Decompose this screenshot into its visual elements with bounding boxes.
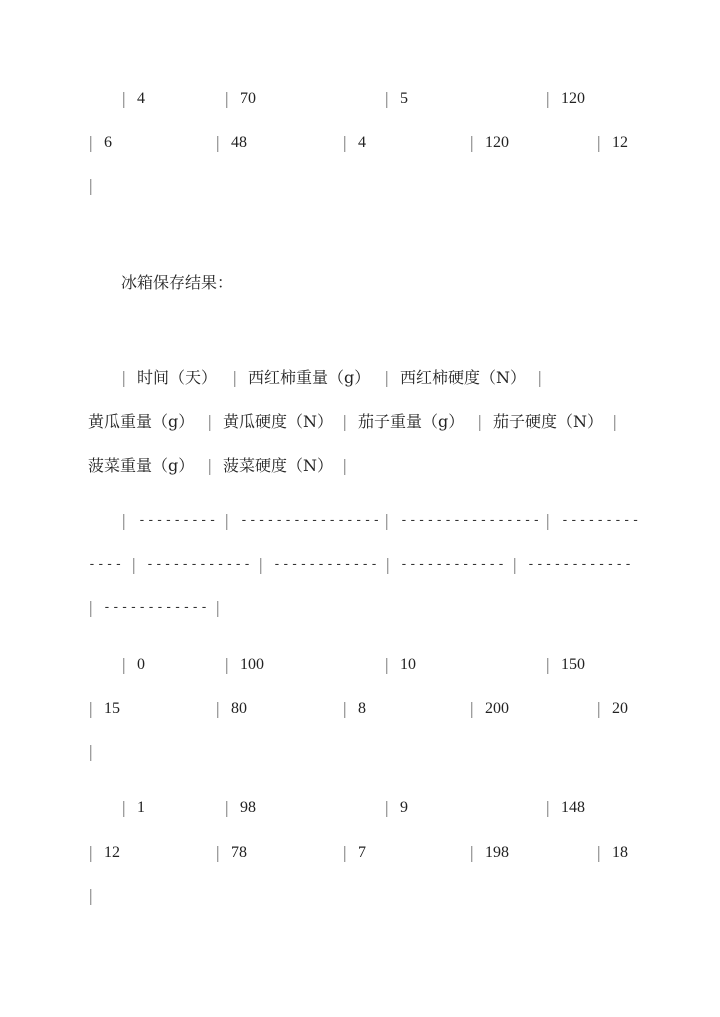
cell-separator: | [342, 412, 348, 431]
table-cell: 5 [400, 90, 408, 107]
table-cell: 7 [358, 844, 366, 861]
table-cell: 80 [231, 700, 247, 717]
cell-separator: | [215, 843, 221, 862]
cell-separator: | [131, 555, 137, 574]
header-time: 时间（天） [137, 368, 218, 387]
table-cell: 200 [485, 700, 509, 717]
table-cell: 48 [231, 134, 247, 151]
table-cell: 198 [485, 844, 509, 861]
cell-separator: | [121, 798, 127, 817]
divider-dashes: ------------ [527, 557, 633, 572]
cell-separator: | [612, 412, 618, 431]
cell-separator: | [384, 511, 390, 530]
cell-separator: | [88, 176, 94, 195]
cell-separator: | [88, 598, 94, 617]
divider-dashes: ------------ [146, 557, 252, 572]
cell-separator: | [545, 511, 551, 530]
divider-dashes: ------------ [273, 557, 379, 572]
table-cell: 15 [104, 700, 120, 717]
divider-dashes: ---------------- [400, 513, 542, 528]
header-spinach-weight: 菠菜重量（g） [88, 456, 195, 475]
cell-separator: | [596, 699, 602, 718]
table-cell: 20 [612, 700, 628, 717]
divider-dashes: ------------ [400, 557, 506, 572]
cell-separator: | [207, 456, 213, 475]
table-cell: 4 [358, 134, 366, 151]
cell-separator: | [545, 798, 551, 817]
cell-separator: | [385, 555, 391, 574]
cell-separator: | [224, 655, 230, 674]
divider-dashes: --------- [561, 513, 641, 528]
cell-separator: | [88, 742, 94, 761]
cell-separator: | [215, 699, 221, 718]
table-cell: 78 [231, 844, 247, 861]
cell-separator: | [215, 133, 221, 152]
table-cell: 12 [612, 134, 628, 151]
cell-separator: | [512, 555, 518, 574]
table-cell: 8 [358, 700, 366, 717]
cell-separator: | [537, 368, 543, 387]
table-cell: 120 [485, 134, 509, 151]
cell-separator: | [207, 412, 213, 431]
cell-separator: | [232, 368, 238, 387]
header-eggplant-weight: 茄子重量（g） [358, 412, 465, 431]
cell-separator: | [88, 843, 94, 862]
table-cell: 98 [240, 799, 256, 816]
header-eggplant-hardness: 茄子硬度（N） [493, 412, 604, 431]
table-cell: 1 [137, 799, 145, 816]
cell-separator: | [384, 368, 390, 387]
table-cell: 6 [104, 134, 112, 151]
table-cell: 18 [612, 844, 628, 861]
cell-separator: | [545, 655, 551, 674]
cell-separator: | [224, 798, 230, 817]
cell-separator: | [384, 655, 390, 674]
cell-separator: | [342, 843, 348, 862]
cell-separator: | [545, 89, 551, 108]
table-cell: 120 [561, 90, 585, 107]
cell-separator: | [342, 133, 348, 152]
cell-separator: | [258, 555, 264, 574]
cell-separator: | [88, 133, 94, 152]
table-cell: 148 [561, 799, 585, 816]
table-cell: 10 [400, 656, 416, 673]
table-cell: 9 [400, 799, 408, 816]
cell-separator: | [596, 133, 602, 152]
table-cell: 12 [104, 844, 120, 861]
cell-separator: | [384, 89, 390, 108]
divider-dashes: ------------ [103, 600, 209, 615]
header-tomato-hardness: 西红柿硬度（N） [400, 368, 527, 387]
cell-separator: | [88, 699, 94, 718]
cell-separator: | [88, 886, 94, 905]
cell-separator: | [342, 699, 348, 718]
cell-separator: | [224, 511, 230, 530]
divider-dashes: ---------------- [240, 513, 382, 528]
header-spinach-hardness: 菠菜硬度（N） [223, 456, 334, 475]
table-cell: 4 [137, 90, 145, 107]
cell-separator: | [121, 368, 127, 387]
cell-separator: | [121, 655, 127, 674]
cell-separator: | [469, 133, 475, 152]
cell-separator: | [469, 699, 475, 718]
header-cucumber-hardness: 黄瓜硬度（N） [223, 412, 334, 431]
cell-separator: | [342, 456, 348, 475]
cell-separator: | [224, 89, 230, 108]
cell-separator: | [121, 89, 127, 108]
cell-separator: | [596, 843, 602, 862]
header-cucumber-weight: 黄瓜重量（g） [88, 412, 195, 431]
section-title: 冰箱保存结果： [121, 273, 234, 292]
table-cell: 0 [137, 656, 145, 673]
cell-separator: | [384, 798, 390, 817]
table-cell: 70 [240, 90, 256, 107]
divider-dashes: --------- [138, 513, 218, 528]
cell-separator: | [121, 511, 127, 530]
cell-separator: | [477, 412, 483, 431]
cell-separator: | [215, 598, 221, 617]
cell-separator: | [469, 843, 475, 862]
table-cell: 150 [561, 656, 585, 673]
table-cell: 100 [240, 656, 264, 673]
divider-dashes: ---- [88, 557, 124, 572]
header-tomato-weight: 西红柿重量（g） [248, 368, 371, 387]
